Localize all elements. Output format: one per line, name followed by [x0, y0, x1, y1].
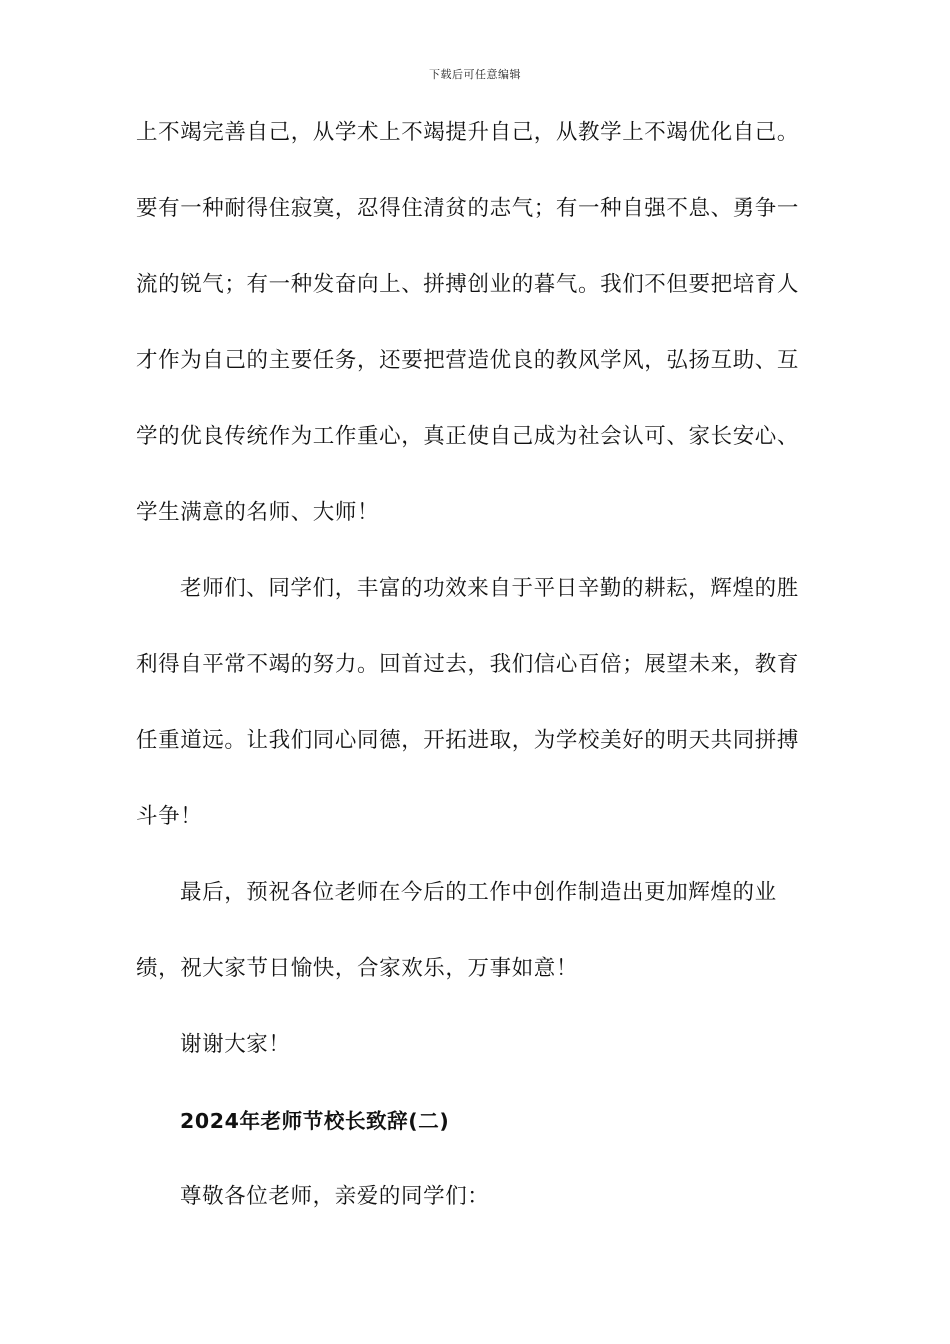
text-line: 绩，祝大家节日愉快，合家欢乐，万事如意！ [136, 956, 579, 981]
text-line: 利得自平常不竭的努力。回首过去，我们信心百倍；展望未来，教育 [136, 652, 800, 677]
text-line: 学生满意的名师、大师！ [136, 500, 380, 525]
text-line: 要有一种耐得住寂寞，忍得住清贫的志气；有一种自强不息、勇争一 [136, 196, 800, 221]
document-body [136, 108, 808, 1248]
paragraph-4 [136, 1020, 808, 1096]
section-title: 2024年老师节校长致辞(二) [180, 1109, 450, 1133]
paragraph-1 [136, 108, 808, 564]
text-line: 谢谢大家！ [180, 1032, 291, 1057]
text-line: 老师们、同学们，丰富的功效来自于平日辛勤的耕耘，辉煌的胜 [180, 576, 799, 601]
paragraph-3 [136, 868, 808, 1020]
page-header: 下载后可任意编辑 [429, 68, 521, 81]
salutation: 尊敬各位老师，亲爱的同学们： [180, 1184, 490, 1209]
text-line: 最后，预祝各位老师在今后的工作中创作制造出更加辉煌的业 [180, 880, 777, 905]
paragraph-2 [136, 564, 808, 868]
text-line: 任重道远。让我们同心同德，开拓进取，为学校美好的明天共同拼搏 [136, 728, 800, 753]
text-line: 才作为自己的主要任务，还要把营造优良的教风学风，弘扬互助、互 [136, 348, 800, 373]
text-line: 学的优良传统作为工作重心，真正使自己成为社会认可、家长安心、 [136, 424, 800, 449]
text-line: 斗争！ [136, 804, 203, 829]
text-line: 流的锐气；有一种发奋向上、拼搏创业的暮气。我们不但要把培育人 [136, 272, 800, 297]
text-line: 上不竭完善自己，从学术上不竭提升自己，从教学上不竭优化自己。 [136, 120, 800, 145]
